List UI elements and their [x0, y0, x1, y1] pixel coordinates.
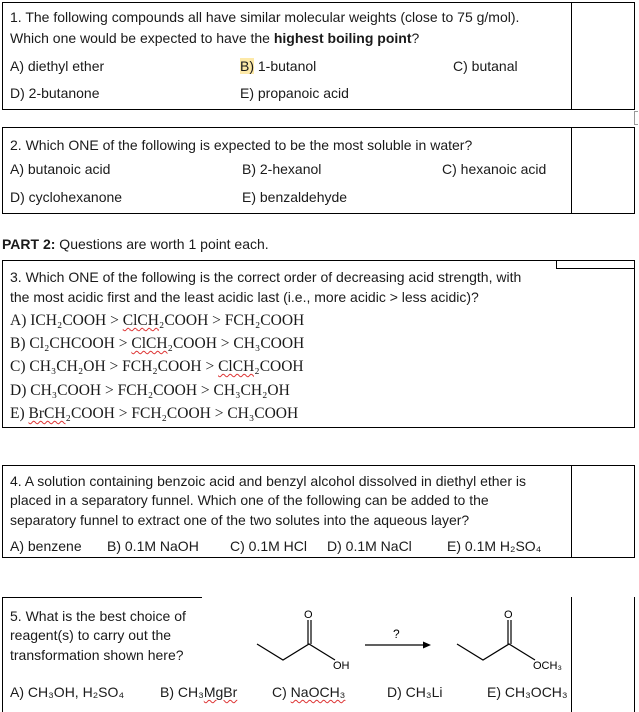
spellcheck-underline: BrCH₂ — [28, 405, 71, 422]
question-3-option-b[interactable]: B) Cl₂CHCOOH > ClCH₂COOH > CH₃COOH — [10, 335, 305, 352]
question-5-stem-line1: 5. What is the best choice of — [10, 608, 186, 624]
question-3-option-e[interactable]: E) BrCH₂COOH > FCH₂COOH > CH₃COOH — [10, 405, 299, 422]
question-1-score-divider — [571, 2, 572, 110]
reactant-oh-label: OH — [333, 660, 350, 672]
question-1-option-d[interactable]: D) 2-butanone — [10, 85, 100, 101]
question-3-score-divider — [556, 260, 557, 268]
question-3-stem-line1: 3. Which ONE of the following is the correct order of decreasing acid strength, with — [10, 269, 522, 285]
product-oxygen-label: O — [504, 609, 513, 621]
question-3-option-c[interactable]: C) CH₃CH₂OH > FCH₂COOH > ClCH₂COOH — [10, 358, 304, 375]
spellcheck-underline: ClCH₂ — [218, 358, 260, 375]
question-5-option-b[interactable]: B) CH₃MgBr — [160, 684, 238, 700]
question-3-score-top-line — [556, 268, 635, 269]
highlighted-option-letter: B) — [240, 58, 254, 74]
question-2-stem: 2. Which ONE of the following is expected to be the most soluble in water? — [10, 137, 473, 153]
question-2-option-e[interactable]: E) benzaldehyde — [242, 189, 348, 205]
question-2-option-c[interactable]: C) hexanoic acid — [442, 161, 547, 177]
question-1-option-c[interactable]: C) butanal — [453, 58, 518, 74]
reaction-scheme — [245, 600, 575, 690]
question-5-option-a[interactable]: A) CH₃OH, H₂SO₄ — [10, 684, 125, 700]
question-1-option-e[interactable]: E) propanoic acid — [240, 85, 349, 101]
question-2-score-divider — [571, 127, 572, 214]
question-5-top-border-left — [2, 597, 202, 598]
question-5-right-border — [634, 597, 635, 712]
question-4-option-e[interactable]: E) 0.1M H₂SO₄ — [447, 538, 542, 554]
highest-boiling-point-emphasis: highest boiling point — [273, 30, 412, 46]
spellcheck-underline: ClCH₂ — [122, 312, 165, 329]
question-5-option-e[interactable]: E) CH₃OCH₃ — [487, 684, 568, 700]
spellcheck-underline: NaOCH₃ — [290, 684, 346, 700]
question-5-left-border — [2, 597, 3, 712]
question-2-option-d[interactable]: D) cyclohexanone — [10, 189, 123, 205]
question-4-option-b[interactable]: B) 0.1M NaOH — [107, 538, 199, 554]
spellcheck-underline: MgBr — [203, 684, 238, 700]
question-3-stem-line2: the most acidic first and the least acidic last (i.e., more acidic > less acidic)? — [10, 289, 479, 305]
question-1-stem-line1: 1. The following compounds all have similar molecular weights (close to 75 g/mol). — [10, 9, 520, 25]
question-4-option-d[interactable]: D) 0.1M NaCl — [327, 538, 412, 554]
question-5-stem-line3: transformation shown here? — [10, 647, 184, 663]
part-2-heading: PART 2: Questions are worth 1 point each. — [2, 236, 269, 252]
question-2-option-a[interactable]: A) butanoic acid — [10, 161, 111, 177]
question-4-stem-line1: 4. A solution containing benzoic acid and benzyl alcohol dissolved in diethyl ether is — [10, 473, 526, 489]
question-3-option-a[interactable]: A) ICH₂COOH > ClCH₂COOH > FCH₂COOH — [10, 312, 305, 329]
question-5-option-c[interactable]: C) NaOCH₃ — [272, 684, 346, 700]
question-4-score-divider — [571, 465, 572, 558]
page-edge-mark — [634, 111, 638, 125]
spellcheck-underline: ClCH₂ — [131, 335, 173, 352]
question-3-option-d[interactable]: D) CH₃COOH > FCH₂COOH > CH₃CH₂OH — [10, 382, 290, 399]
question-5-option-d[interactable]: D) CH₃Li — [387, 684, 443, 700]
product-skeleton — [457, 644, 535, 660]
question-4-option-a[interactable]: A) benzene — [10, 538, 82, 554]
question-4-option-c[interactable]: C) 0.1M HCl — [230, 538, 308, 554]
question-1-option-a[interactable]: A) diethyl ether — [10, 58, 105, 74]
question-2-option-b[interactable]: B) 2-hexanol — [242, 161, 322, 177]
product-och3-label: OCH₃ — [533, 660, 562, 672]
reactant-oxygen-label: O — [304, 609, 313, 621]
question-1-stem-line2: Which one would be expected to have the highest boiling point? — [10, 30, 420, 46]
question-1-option-b[interactable]: B) 1-butanol — [240, 58, 317, 74]
reaction-arrowhead — [423, 642, 431, 649]
reactant-skeleton — [257, 644, 335, 660]
reaction-arrow-label: ? — [393, 627, 400, 641]
question-4-stem-line3: separatory funnel to extract one of the two solutes into the aqueous layer? — [10, 512, 470, 528]
question-5-stem-line2: reagent(s) to carry out the — [10, 627, 172, 643]
question-4-stem-line2: placed in a separatory funnel. Which one of the following can be added to the — [10, 492, 489, 508]
